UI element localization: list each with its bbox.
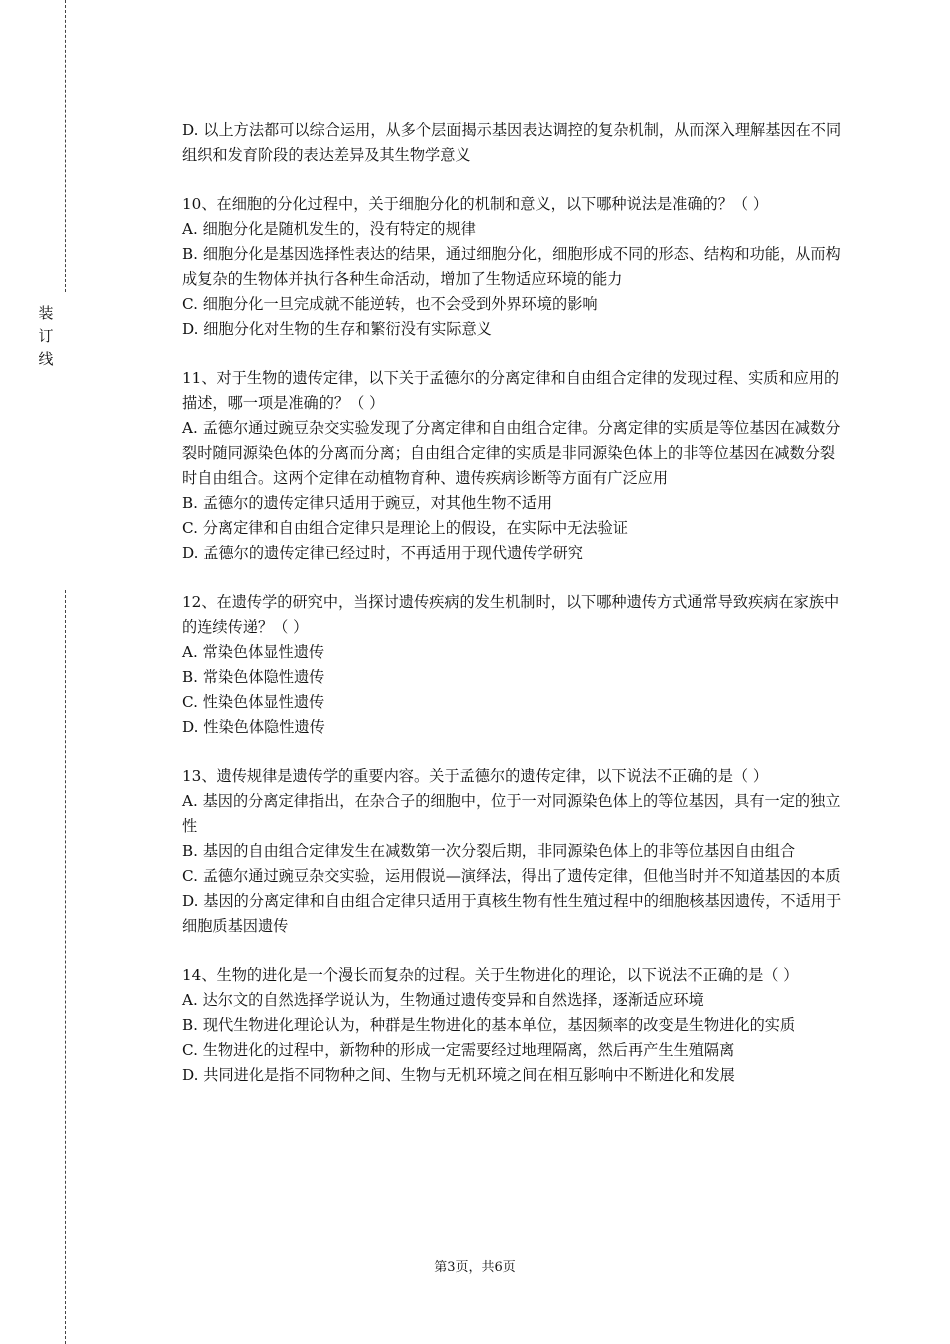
option-a: A. 基因的分离定律指出，在杂合子的细胞中，位于一对同源染色体上的等位基因，具有一定的独立性 xyxy=(182,792,841,835)
binding-label xyxy=(36,302,56,371)
option-d: D. 基因的分离定律和自由组合定律只适用于真核生物有性生殖过程中的细胞核基因遗传，不适用于细胞质基因遗传 xyxy=(182,892,842,935)
question-13 xyxy=(182,764,850,939)
exam-content xyxy=(182,118,850,1088)
question-10 xyxy=(182,192,850,342)
question-11 xyxy=(182,366,850,566)
option-b: B. 细胞分化是基因选择性表达的结果，通过细胞分化，细胞形成不同的形态、结构和功能，从而构成复杂的生物体并执行各种生命活动，增加了生物适应环境的能力 xyxy=(182,245,841,288)
option-b: B. 常染色体隐性遗传 xyxy=(182,668,325,686)
option-d: D. 共同进化是指不同物种之间、生物与无机环境之间在相互影响中不断进化和发展 xyxy=(182,1066,735,1084)
question-stem: 12、在遗传学的研究中，当探讨遗传疾病的发生机制时，以下哪种遗传方式通常导致疾病在家族中的连续传递？（ ） xyxy=(182,593,840,636)
option-b: B. 孟德尔的遗传定律只适用于豌豆，对其他生物不适用 xyxy=(182,494,553,512)
option-a: A. 孟德尔通过豌豆杂交实验发现了分离定律和自由组合定律。分离定律的实质是等位基因在减数分裂时随同源染色体的分离而分离；自由组合定律的实质是非同源染色体上的非等位基因在减数分裂时自由组合。这两个定律在动植物育种、遗传疾病诊断等方面有广泛应用 xyxy=(182,419,841,487)
binding-char: 订 xyxy=(38,327,54,345)
option-c: C. 生物进化的过程中，新物种的形成一定需要经过地理隔离，然后再产生生殖隔离 xyxy=(182,1041,735,1059)
option-d: D. 孟德尔的遗传定律已经过时，不再适用于现代遗传学研究 xyxy=(182,544,583,562)
question-stem: 11、对于生物的遗传定律，以下关于孟德尔的分离定律和自由组合定律的发现过程、实质和应用的描述，哪一项是准确的？（ ） xyxy=(182,369,840,412)
binding-char: 线 xyxy=(38,350,54,368)
option-c: C. 孟德尔通过豌豆杂交实验，运用假说—演绎法，得出了遗传定律，但他当时并不知道基因的本质 xyxy=(182,867,841,885)
option-a: A. 达尔文的自然选择学说认为，生物通过遗传变异和自然选择，逐渐适应环境 xyxy=(182,991,704,1009)
binding-char: 装 xyxy=(38,304,54,322)
question-stem: 14、生物的进化是一个漫长而复杂的过程。关于生物进化的理论，以下说法不正确的是（ ） xyxy=(182,966,799,984)
option-d: D. 性染色体隐性遗传 xyxy=(182,718,325,736)
question-stem: 13、遗传规律是遗传学的重要内容。关于孟德尔的遗传定律，以下说法不正确的是（ ） xyxy=(182,767,769,785)
question-12 xyxy=(182,590,850,740)
binding-dashed-line-bottom xyxy=(65,590,66,1344)
page-number: 第3页，共6页 xyxy=(434,1260,516,1275)
option-b: B. 基因的自由组合定律发生在减数第一次分裂后期，非同源染色体上的非等位基因自由组合 xyxy=(182,842,796,860)
option-c: C. 分离定律和自由组合定律只是理论上的假设，在实际中无法验证 xyxy=(182,519,628,537)
option-a: A. 常染色体显性遗传 xyxy=(182,643,325,661)
binding-dashed-line-top xyxy=(65,0,66,292)
option-b: B. 现代生物进化理论认为，种群是生物进化的基本单位，基因频率的改变是生物进化的实质 xyxy=(182,1016,796,1034)
option-a: A. 细胞分化是随机发生的，没有特定的规律 xyxy=(182,220,476,238)
question-14 xyxy=(182,963,850,1088)
option-c: C. 细胞分化一旦完成就不能逆转，也不会受到外界环境的影响 xyxy=(182,295,598,313)
option-c: C. 性染色体显性遗传 xyxy=(182,693,325,711)
lead-option-d: D. 以上方法都可以综合运用，从多个层面揭示基因表达调控的复杂机制，从而深入理解基因在不同组织和发育阶段的表达差异及其生物学意义 xyxy=(182,121,842,164)
question-stem: 10、在细胞的分化过程中，关于细胞分化的机制和意义，以下哪种说法是准确的？（ ） xyxy=(182,195,769,213)
option-d: D. 细胞分化对生物的生存和繁衍没有实际意义 xyxy=(182,320,492,338)
